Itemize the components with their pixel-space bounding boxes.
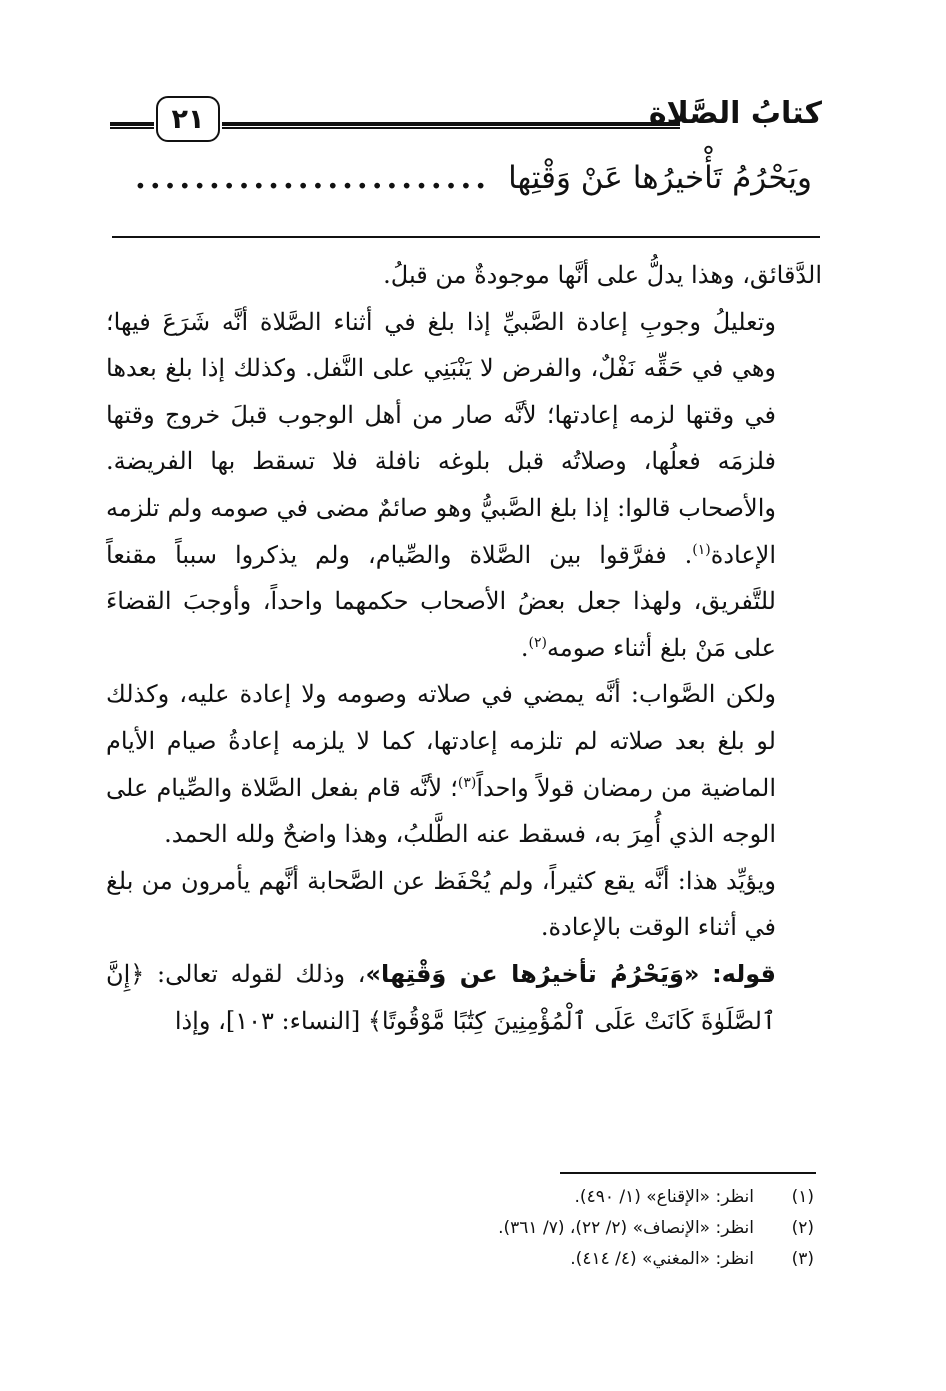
page-header — [110, 92, 822, 148]
footnote-number: (٢) — [791, 1218, 814, 1238]
footnote-text: انظر: «الإنصاف» (٢/ ٢٢)، (٧/ ٣٦١). — [498, 1218, 754, 1238]
page-number-text: ٢١ — [171, 103, 205, 135]
footnote-ref-3[interactable]: (٣) — [457, 774, 477, 791]
footnote-1 — [300, 1182, 814, 1213]
matn-text: ويَحْرُمُ تَأْخيرُها عَنْ وَقْتِها — [508, 160, 812, 196]
book-title: كتابُ الصَّلاة — [648, 96, 822, 131]
footnote-number: (٣) — [791, 1249, 814, 1269]
paragraph-2-text-b: . ففرَّقوا بين الصَّلاة والصِّيام، ولم يذكروا سبباً مقنعاً للتَّفريق، ولهذا جعل بعضُ الأصحاب حكمهما واحداً، وأوجبَ القضاءَ على مَنْ بلغ أثناء صومه — [106, 540, 776, 662]
footnote-ref-1[interactable]: (١) — [692, 541, 711, 558]
footnote-number: (١) — [791, 1187, 814, 1207]
footnote-2 — [300, 1213, 814, 1244]
paragraph-2-text-a: وتعليلُ وجوبِ إعادة الصَّبيِّ إذا بلغ في أثناء الصَّلاة أنَّه شَرَعَ فيها؛ وهي في حَقِّه نَفْلٌ، والفرض لا يَنْبَنِي على النَّفل. وكذلك إذا بلغ بعدها في وقتها لزمه إعادتها؛ لأنَّه صار من أهل الوجوب قبلَ خروج وقتها فلزمَه فعلُها، وصلاتُه قبل بلوغه نافلة فلا تسقط بها الفريضة. والأصحاب قالوا: إذا بلغ الصَّبيُّ وهو صائمٌ مضى في صومه ولم تلزمه الإعادة — [106, 307, 776, 569]
matn-excerpt — [112, 160, 812, 196]
matn-dots: ........................ — [135, 160, 491, 196]
paragraph-3-text-b: ؛ لأنَّه قام بفعل الصَّلاة والصِّيام على الوجه الذي أُمِرَ به، فسقط عنه الطَّلبُ، وهذا واضحٌ ولله الحمد. — [106, 773, 776, 849]
footnote-separator — [560, 1172, 816, 1174]
verse-tail: ، وإذا — [174, 1006, 226, 1035]
qawl-quote: «وَيَحْرُمُ تأخيرُها عن وَقْتِها» — [365, 959, 700, 988]
paragraph-3 — [106, 671, 822, 857]
footnote-ref-2[interactable]: (٢) — [528, 634, 547, 651]
footnotes — [300, 1182, 814, 1275]
paragraph-2-text-c: . — [520, 633, 529, 662]
qawl-rest: ، وذلك لقوله تعالى: — [157, 959, 366, 988]
paragraph-4 — [106, 858, 822, 951]
page-number — [156, 96, 220, 142]
header-rule-right — [222, 122, 680, 129]
paragraph-5 — [106, 951, 822, 1044]
paragraph-1 — [106, 252, 822, 299]
paragraph-4-text: ويؤيِّد هذا: أنَّه يقع كثيراً، ولم يُحْفَظ عن الصَّحابة أنَّهم يأمرون من بلغ في أثناء الوقت بالإعادة. — [106, 866, 776, 942]
matn-separator — [112, 236, 820, 238]
footnote-text: انظر: «الإقناع» (١/ ٤٩٠). — [574, 1187, 754, 1207]
qawl-label: قوله: — [712, 959, 777, 988]
verse-reference: [النساء: ١٠٣] — [225, 1006, 361, 1035]
paragraph-2 — [106, 299, 822, 672]
quran-verse: ﴿إِنَّ ٱلصَّلَوٰةَ كَانَتْ عَلَى ٱلْمُؤْمِنِينَ كِتَٰبًا مَّوْقُوتًا﴾ — [106, 959, 776, 1035]
paragraph-3-text-a: ولكن الصَّواب: أنَّه يمضي في صلاته وصومه ولا إعادة عليه، وكذلك لو بلغ بعد صلاته لم تلزمه إعادتها، كما لا يلزمه إعادةُ صيام الأيام الماضية من رمضان قولاً واحداً — [106, 680, 777, 802]
paragraph-1-text: الدَّقائق، وهذا يدلُّ على أنَّها موجودةٌ من قبلُ. — [383, 261, 822, 289]
footnote-3 — [300, 1244, 814, 1275]
header-rule-left — [110, 122, 154, 129]
commentary-body — [106, 252, 822, 1044]
footnote-text: انظر: «المغني» (٤/ ٤١٤). — [570, 1249, 754, 1269]
